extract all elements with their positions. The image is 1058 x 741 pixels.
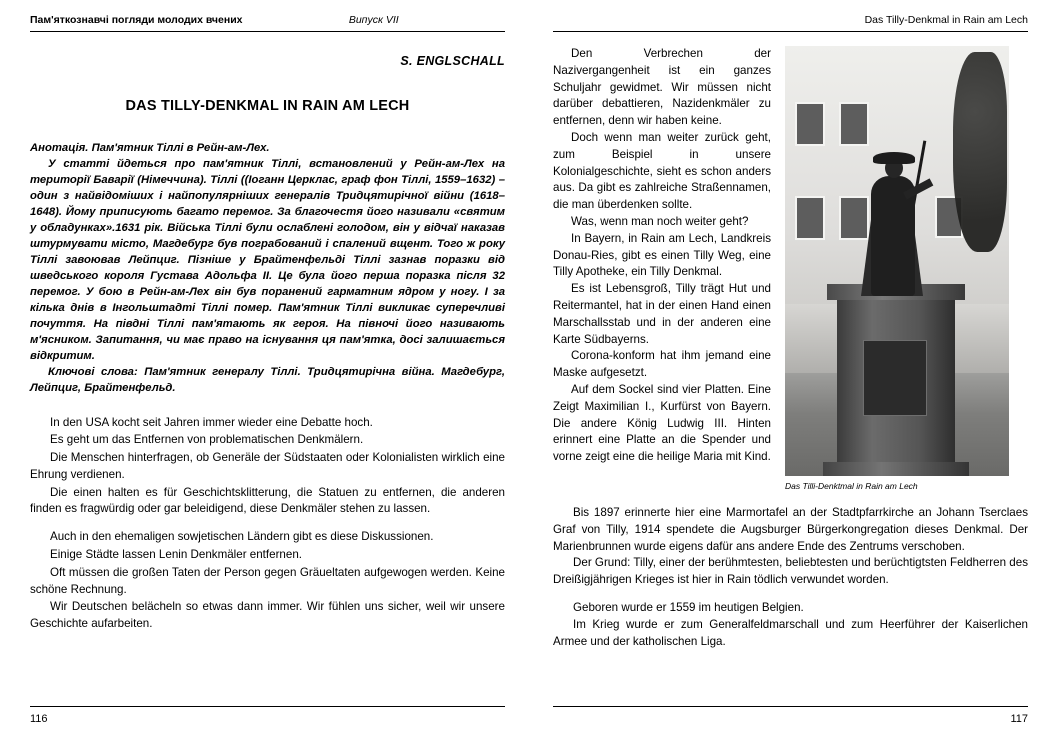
photo-window: [795, 196, 825, 240]
paragraph: Corona-konform hat ihm jemand eine Maske aufgesetzt.: [553, 349, 771, 380]
photo-tree: [953, 52, 1007, 252]
paragraph: Die einen halten es für Geschichtsklitterung, die Statuen zu entfernen, die anderen finden es fragwürdig oder gar beleidigend, diese Denkmäler stehen zu lassen.: [30, 485, 505, 516]
abstract-lead: Анотація. Пам'ятник Тіллі в Рейн-ам-Лех.: [30, 142, 270, 154]
abstract-keywords: Ключові слова: Пам'ятник генералу Тіллі. Тридцятирічна війна. Магдебург, Лейпциг, Брайтенфельд.: [30, 366, 505, 395]
article-title: DAS TILLY-DENKMAL IN RAIN AM LECH: [125, 98, 410, 114]
paragraph: Wir Deutschen belächeln so etwas dann immer. Wir fühlen uns sicher, weil wir unsere Geschichte aufarbeiten.: [30, 600, 505, 631]
paragraph: Auch in den ehemaligen sowjetischen Ländern gibt es diese Diskussionen.: [50, 530, 434, 544]
paragraph: Die Menschen hinterfragen, ob Generäle der Südstaaten oder Kolonialisten wirklich eine Ehrung verdienen.: [30, 451, 505, 481]
running-head-article: Das Tilly-Denkmal in Rain am Lech: [864, 14, 1028, 26]
figure-tilly-monument: [785, 46, 1028, 491]
paragraph: Den Verbrechen der Nazivergangenheit ist ein ganzes Schuljahr gewidmet. Wir müssen nicht darüber debattieren, Nazidenkmäler zu entfernen, denn wir haben keine.: [553, 47, 771, 128]
tilly-monument-photo: [785, 46, 1009, 476]
photo-pedestal-plaque: [863, 340, 927, 416]
photo-statue: [855, 118, 929, 296]
article-author: S. ENGLSCHALL: [400, 54, 505, 68]
left-body-text: [30, 415, 505, 634]
abstract-body: У статті йдеться про пам'ятник Тіллі, встановлений у Рейн-ам-Лех на території Баварії (Німеччина). Тіллі ((Іоганн Церклас, граф фон Тіллі, 1559–1632) – один з найвідоміших і найпопулярніших генералів Тридцятирічної війни (1618–1648). Йому приписують багато перемог. За благочестя його називали «святим у обладунках».1631 рік. Війська Тіллі були ослаблені голодом, він у відчаї наказав штурмувати місто, Магдебург був пограбований і спалений вщент. Того ж року Тіллі завоював Лейпциг. Пізніше у Брайтенфельді Тіллі зазнав поразки від шведського короля Густава Адольфа II. Це була його перша поразка після 32 перемог. У бою в Рейн-ам-Лех він був поранений гарматним ядром у ногу. І за кілька днів в Інгольштадті Тіллі помер. Пам'ятник Тіллі викликає суперечливі почуття. На півдні Тіллі пам'ятають як героя. На півночі його називають м'ясником. Запитання, чи має право на існування ця пам'ятка, досі залишається відкритим.: [30, 158, 505, 363]
footer-rule: [30, 706, 505, 707]
figure-caption: Das Tilli-Denktmal in Rain am Lech: [785, 481, 918, 491]
paragraph: In Bayern, in Rain am Lech, Landkreis Donau-Ries, gibt es einen Tilly Weg, eine Tilly Apotheke, ein Tilly Denkmal.: [553, 231, 771, 279]
paragraph: Was, wenn man noch weiter geht?: [571, 214, 749, 228]
page-right: [529, 0, 1058, 741]
running-head-journal: Пам'яткознавчі погляди молодих вчених: [30, 14, 243, 26]
paragraph: Bis 1897 erinnerte hier eine Marmortafel an der Stadtpfarrkirche an Johann Tserclaes Graf von Tilly, 1914 spendete die Augsburger Bürgerkongregation dieses Denkmal. Der Marienbrunnen wurde eigens dafür ans andere Ende des Zentrums verschoben.: [553, 506, 1028, 553]
footer-rule: [553, 706, 1028, 707]
paragraph: Einige Städte lassen Lenin Denkmäler entfernen.: [50, 548, 302, 562]
photo-pedestal: [837, 296, 955, 468]
paragraph: Der Grund: Tilly, einer der berühmtesten, beliebtesten und berüchtigtsten Feldherren des Dreißigjährigen Krieges ist hier in Rain tödlich verwundet worden.: [553, 556, 1028, 587]
photo-statue-hat: [873, 152, 915, 164]
page-number-right: 117: [1010, 713, 1028, 725]
running-head-issue: Випуск VII: [348, 14, 399, 26]
paragraph: Auf dem Sockel sind vier Platten. Eine Zeigt Maximilian I., Kurfürst von Bayern. Die andere König Ludwig III. Hinten erinnert eine Platte an die Spender und vorne zeigt eine die heilige Maria mit Kind.: [553, 382, 771, 464]
right-column-text: [553, 46, 771, 466]
right-top-region: [553, 46, 1028, 491]
photo-window: [795, 102, 825, 146]
paragraph: Geboren wurde er 1559 im heutigen Belgien.: [573, 600, 804, 614]
paragraph: Oft müssen die großen Taten der Person gegen Gräueltaten aufgewogen werden. Keine schöne Rechnung.: [30, 565, 505, 596]
page-number-left: 116: [30, 713, 48, 725]
paragraph: Es geht um das Entfernen von problematischen Denkmälern.: [50, 433, 364, 447]
paragraph: Es ist Lebensgroß, Tilly trägt Hut und Reitermantel, hat in der einen Hand einen Marschallsstab und in der anderen eine Karte Südbayerns.: [553, 282, 771, 346]
paragraph: Im Krieg wurde er zum Generalfeldmarschall und zum Heerführer der Kaiserlichen Armee und der katholischen Liga.: [553, 617, 1028, 648]
running-head-left: [30, 14, 505, 32]
paragraph: In den USA kocht seit Jahren immer wieder eine Debatte hoch.: [50, 415, 373, 429]
abstract: [30, 140, 505, 397]
right-bottom-text: [553, 505, 1028, 650]
paragraph: Doch wenn man weiter zurück geht, zum Beispiel in unsere Kolonialgeschichte, sieht es schon anders aus. Da gibt es zahlreiche Straßennamen, die man überdenken sollte.: [553, 130, 771, 212]
running-head-right: [553, 14, 1028, 32]
